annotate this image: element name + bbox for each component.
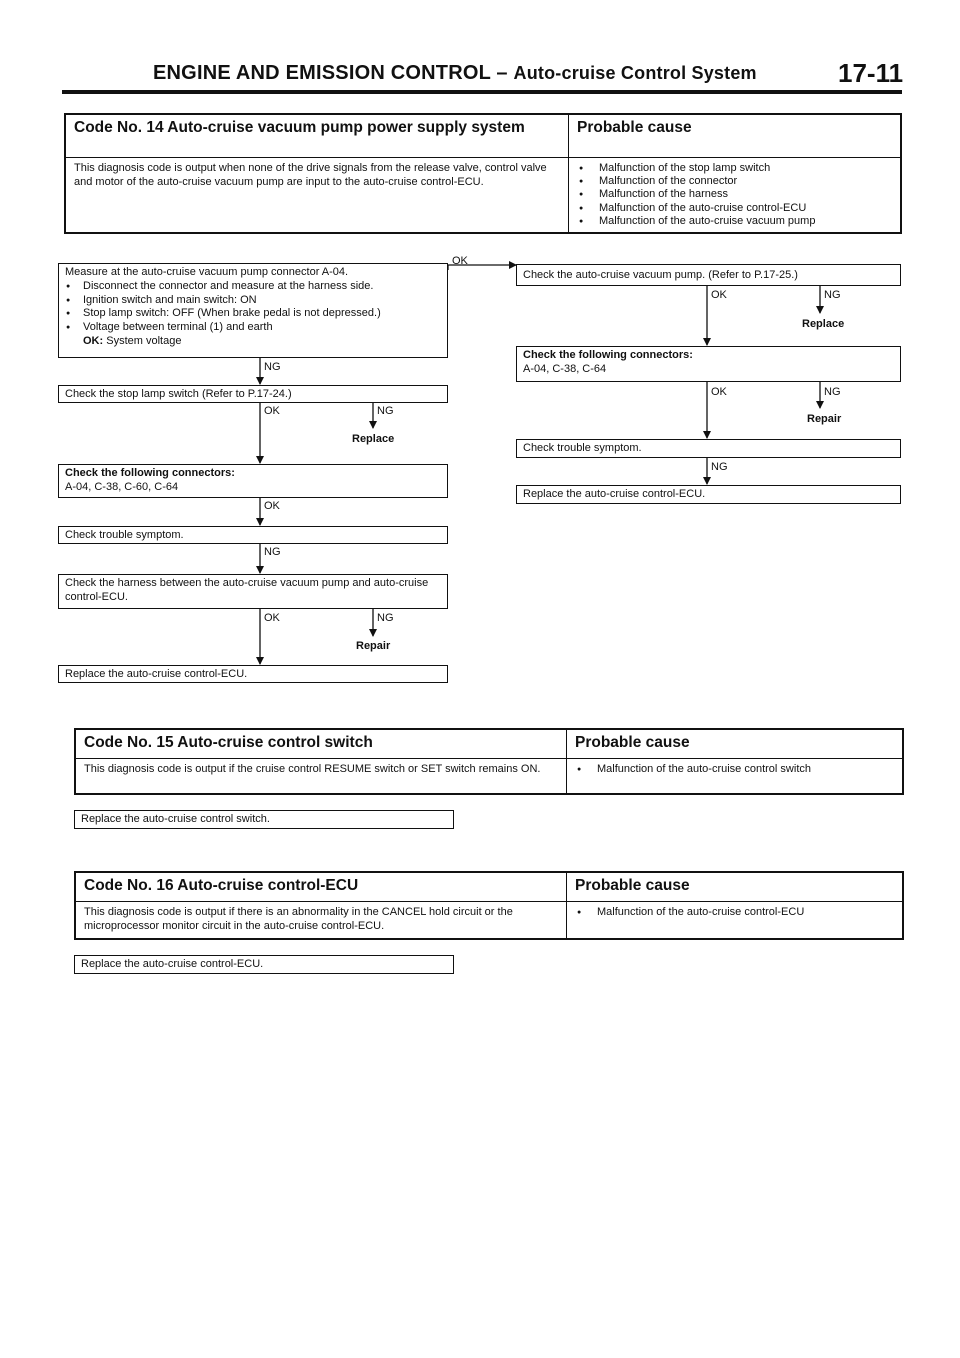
box-check-harness: Check the harness between the auto-cruise vacuum pump and auto-cruise control-ECU. [58, 574, 448, 609]
code15-causes-cell [567, 759, 904, 795]
header-section: ENGINE AND EMISSION CONTROL [153, 62, 491, 84]
box-check-connectors-left [58, 464, 448, 498]
code15-table [74, 728, 904, 795]
box-replace-ecu-right: Replace the auto-cruise control-ECU. [516, 485, 901, 504]
measure-step: ● Stop lamp switch: OFF (When brake pedal is not depressed.) [65, 307, 441, 321]
label-ok: OK [711, 386, 727, 398]
connectors-title: Check the following connectors: [65, 467, 235, 479]
label-ok: OK [452, 255, 468, 267]
code14-description: This diagnosis code is output when none of the drive signals from the release valve, control valve and motor of the auto-cruise vacuum pump are input to the auto-cruise control-ECU. [65, 158, 569, 234]
code15-cause-header: Probable cause [567, 729, 904, 759]
code16-table [74, 871, 904, 940]
header-subsection: Auto-cruise Control System [513, 63, 757, 83]
action-repair: Repair [356, 640, 391, 652]
cause-item: ● Malfunction of the auto-cruise control-ECU [577, 202, 892, 215]
box-check-trouble-right: Check trouble symptom. [516, 439, 901, 458]
code16-causes-cell [567, 902, 904, 939]
measure-ok-condition [65, 335, 441, 349]
measure-steps [65, 280, 441, 335]
label-ok: OK [711, 289, 727, 301]
cause-item: ● Malfunction of the auto-cruise vacuum pump [577, 215, 892, 228]
action-replace: Replace [352, 433, 395, 445]
measure-title: Measure at the auto-cruise vacuum pump connector A-04. [65, 266, 349, 278]
code16-causes-list [575, 906, 894, 919]
code14-title: Code No. 14 Auto-cruise vacuum pump power supply system [65, 114, 569, 158]
box-check-stop-lamp: Check the stop lamp switch (Refer to P.17-24.) [58, 385, 448, 403]
label-ok: OK [264, 405, 280, 417]
cause-item: ● Malfunction of the harness [577, 188, 892, 201]
code16-description: This diagnosis code is output if there is an abnormality in the CANCEL hold circuit or the microprocessor monitor circuit in the auto-cruise control-ECU. [75, 902, 567, 939]
label-ng: NG [824, 386, 841, 398]
action-replace: Replace [802, 318, 845, 330]
box-check-trouble-left: Check trouble symptom. [58, 526, 448, 544]
cause-item: ● Malfunction of the auto-cruise control-ECU [575, 906, 894, 919]
cause-item: ● Malfunction of the stop lamp switch [577, 162, 892, 175]
ok-label: OK: [83, 334, 104, 347]
connectors-title: Check the following connectors: [523, 349, 693, 361]
box-replace-control-switch: Replace the auto-cruise control switch. [74, 810, 454, 829]
box-check-vacuum-pump: Check the auto-cruise vacuum pump. (Refer to P.17-25.) [516, 264, 901, 286]
measure-step: ● Voltage between terminal (1) and earth [65, 321, 441, 335]
label-ng: NG [377, 612, 394, 624]
box-measure-connector [58, 263, 448, 358]
code16-title: Code No. 16 Auto-cruise control-ECU [75, 872, 567, 902]
action-repair: Repair [807, 413, 842, 425]
ok-value: System voltage [106, 334, 182, 347]
label-ng: NG [824, 289, 841, 301]
code14-cause-header: Probable cause [569, 114, 902, 158]
code15-causes-list [575, 763, 894, 776]
label-ng: NG [264, 546, 281, 558]
cause-item: ● Malfunction of the auto-cruise control switch [575, 763, 894, 776]
box-replace-ecu-left: Replace the auto-cruise control-ECU. [58, 665, 448, 683]
label-ng: NG [264, 361, 281, 373]
connectors-list: A-04, C-38, C-64 [523, 362, 607, 375]
measure-step: ● Disconnect the connector and measure at the harness side. [65, 280, 441, 294]
header-dash: – [496, 62, 508, 84]
label-ng: NG [711, 461, 728, 473]
code16-cause-header: Probable cause [567, 872, 904, 902]
box-check-connectors-right [516, 346, 901, 382]
page-number: 17-11 [838, 58, 904, 88]
code15-description: This diagnosis code is output if the cruise control RESUME switch or SET switch remains ON. [75, 759, 567, 795]
connectors-list: A-04, C-38, C-60, C-64 [65, 480, 179, 493]
label-ok: OK [264, 612, 280, 624]
measure-step: ● Ignition switch and main switch: ON [65, 294, 441, 308]
cause-item: ● Malfunction of the connector [577, 175, 892, 188]
label-ok: OK [264, 500, 280, 512]
box-replace-ecu-code16: Replace the auto-cruise control-ECU. [74, 955, 454, 974]
label-ng: NG [377, 405, 394, 417]
code15-title: Code No. 15 Auto-cruise control switch [75, 729, 567, 759]
